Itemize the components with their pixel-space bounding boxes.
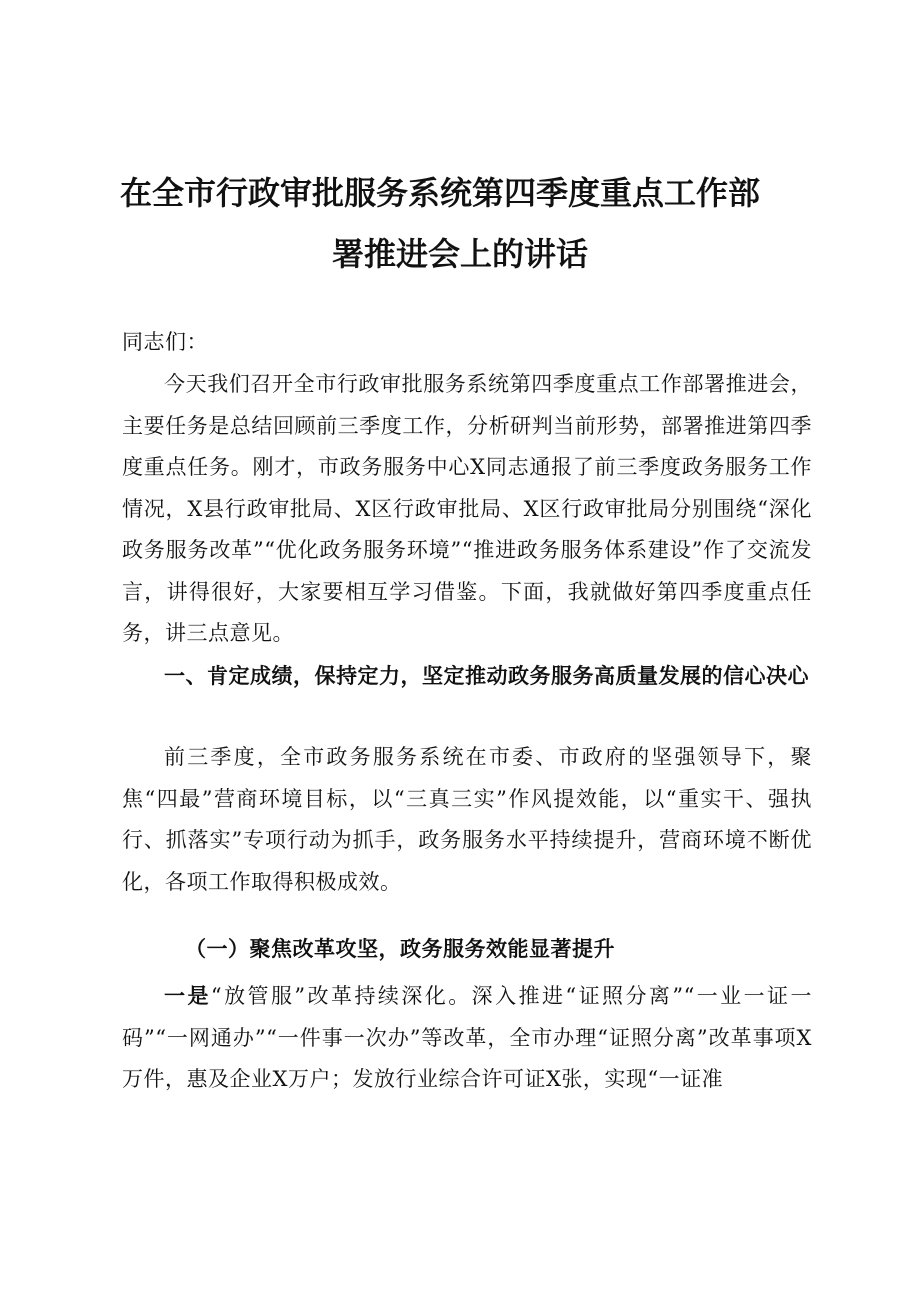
paragraph-intro: 今天我们召开全市行政审批服务系统第四季度重点工作部署推进会，主要任务是总结回顾前三季度工作，分析研判当前形势，部署推进第四季度重点任务。刚才，市政务服务中心X同志通报了前三季度政务服务工作情况，X县行政审批局、X区行政审批局、X区行政审批局分别围绕“深化政务服务改革”“优化政务服务环境”“推进政务服务体系建设”作了交流发言，讲得很好，大家要相互学习借鉴。下面，我就做好第四季度重点任务，讲三点意见。 <box>122 372 812 645</box>
paragraph-achievements: 前三季度，全市政务服务系统在市委、市政府的坚强领导下，聚焦“四最”营商环境目标，以“三真三实”作风提效能，以“重实干、强执行、抓落实”专项行动为抓手，政务服务水平持续提升，营商环境不断优化，各项工作取得积极成效。 <box>122 745 812 894</box>
document-title-line1: 在全市行政审批服务系统第四季度重点工作部 <box>120 174 761 212</box>
paragraph-reform-text: “放管服”改革持续深化。深入推进“证照分离”“一业一证一码”“一网通办”“一件事一次办”等改革，全市办理“证照分离”改革事项X万件，惠及企业X万户；发放行业综合许可证X张，实现“一证准 <box>122 984 813 1091</box>
document-title-line2: 署推进会上的讲话 <box>331 235 588 273</box>
subsection-heading-1: （一）聚焦改革攻坚，政务服务效能显著提升 <box>185 936 615 961</box>
greeting: 同志们： <box>122 330 208 354</box>
paragraph-reform <box>122 975 812 1101</box>
paragraph-lead: 一是 <box>164 983 211 1008</box>
section-heading-1: 一、肯定成绩，保持定力，坚定推动政务服务高质量发展的信心决心 <box>164 663 809 688</box>
